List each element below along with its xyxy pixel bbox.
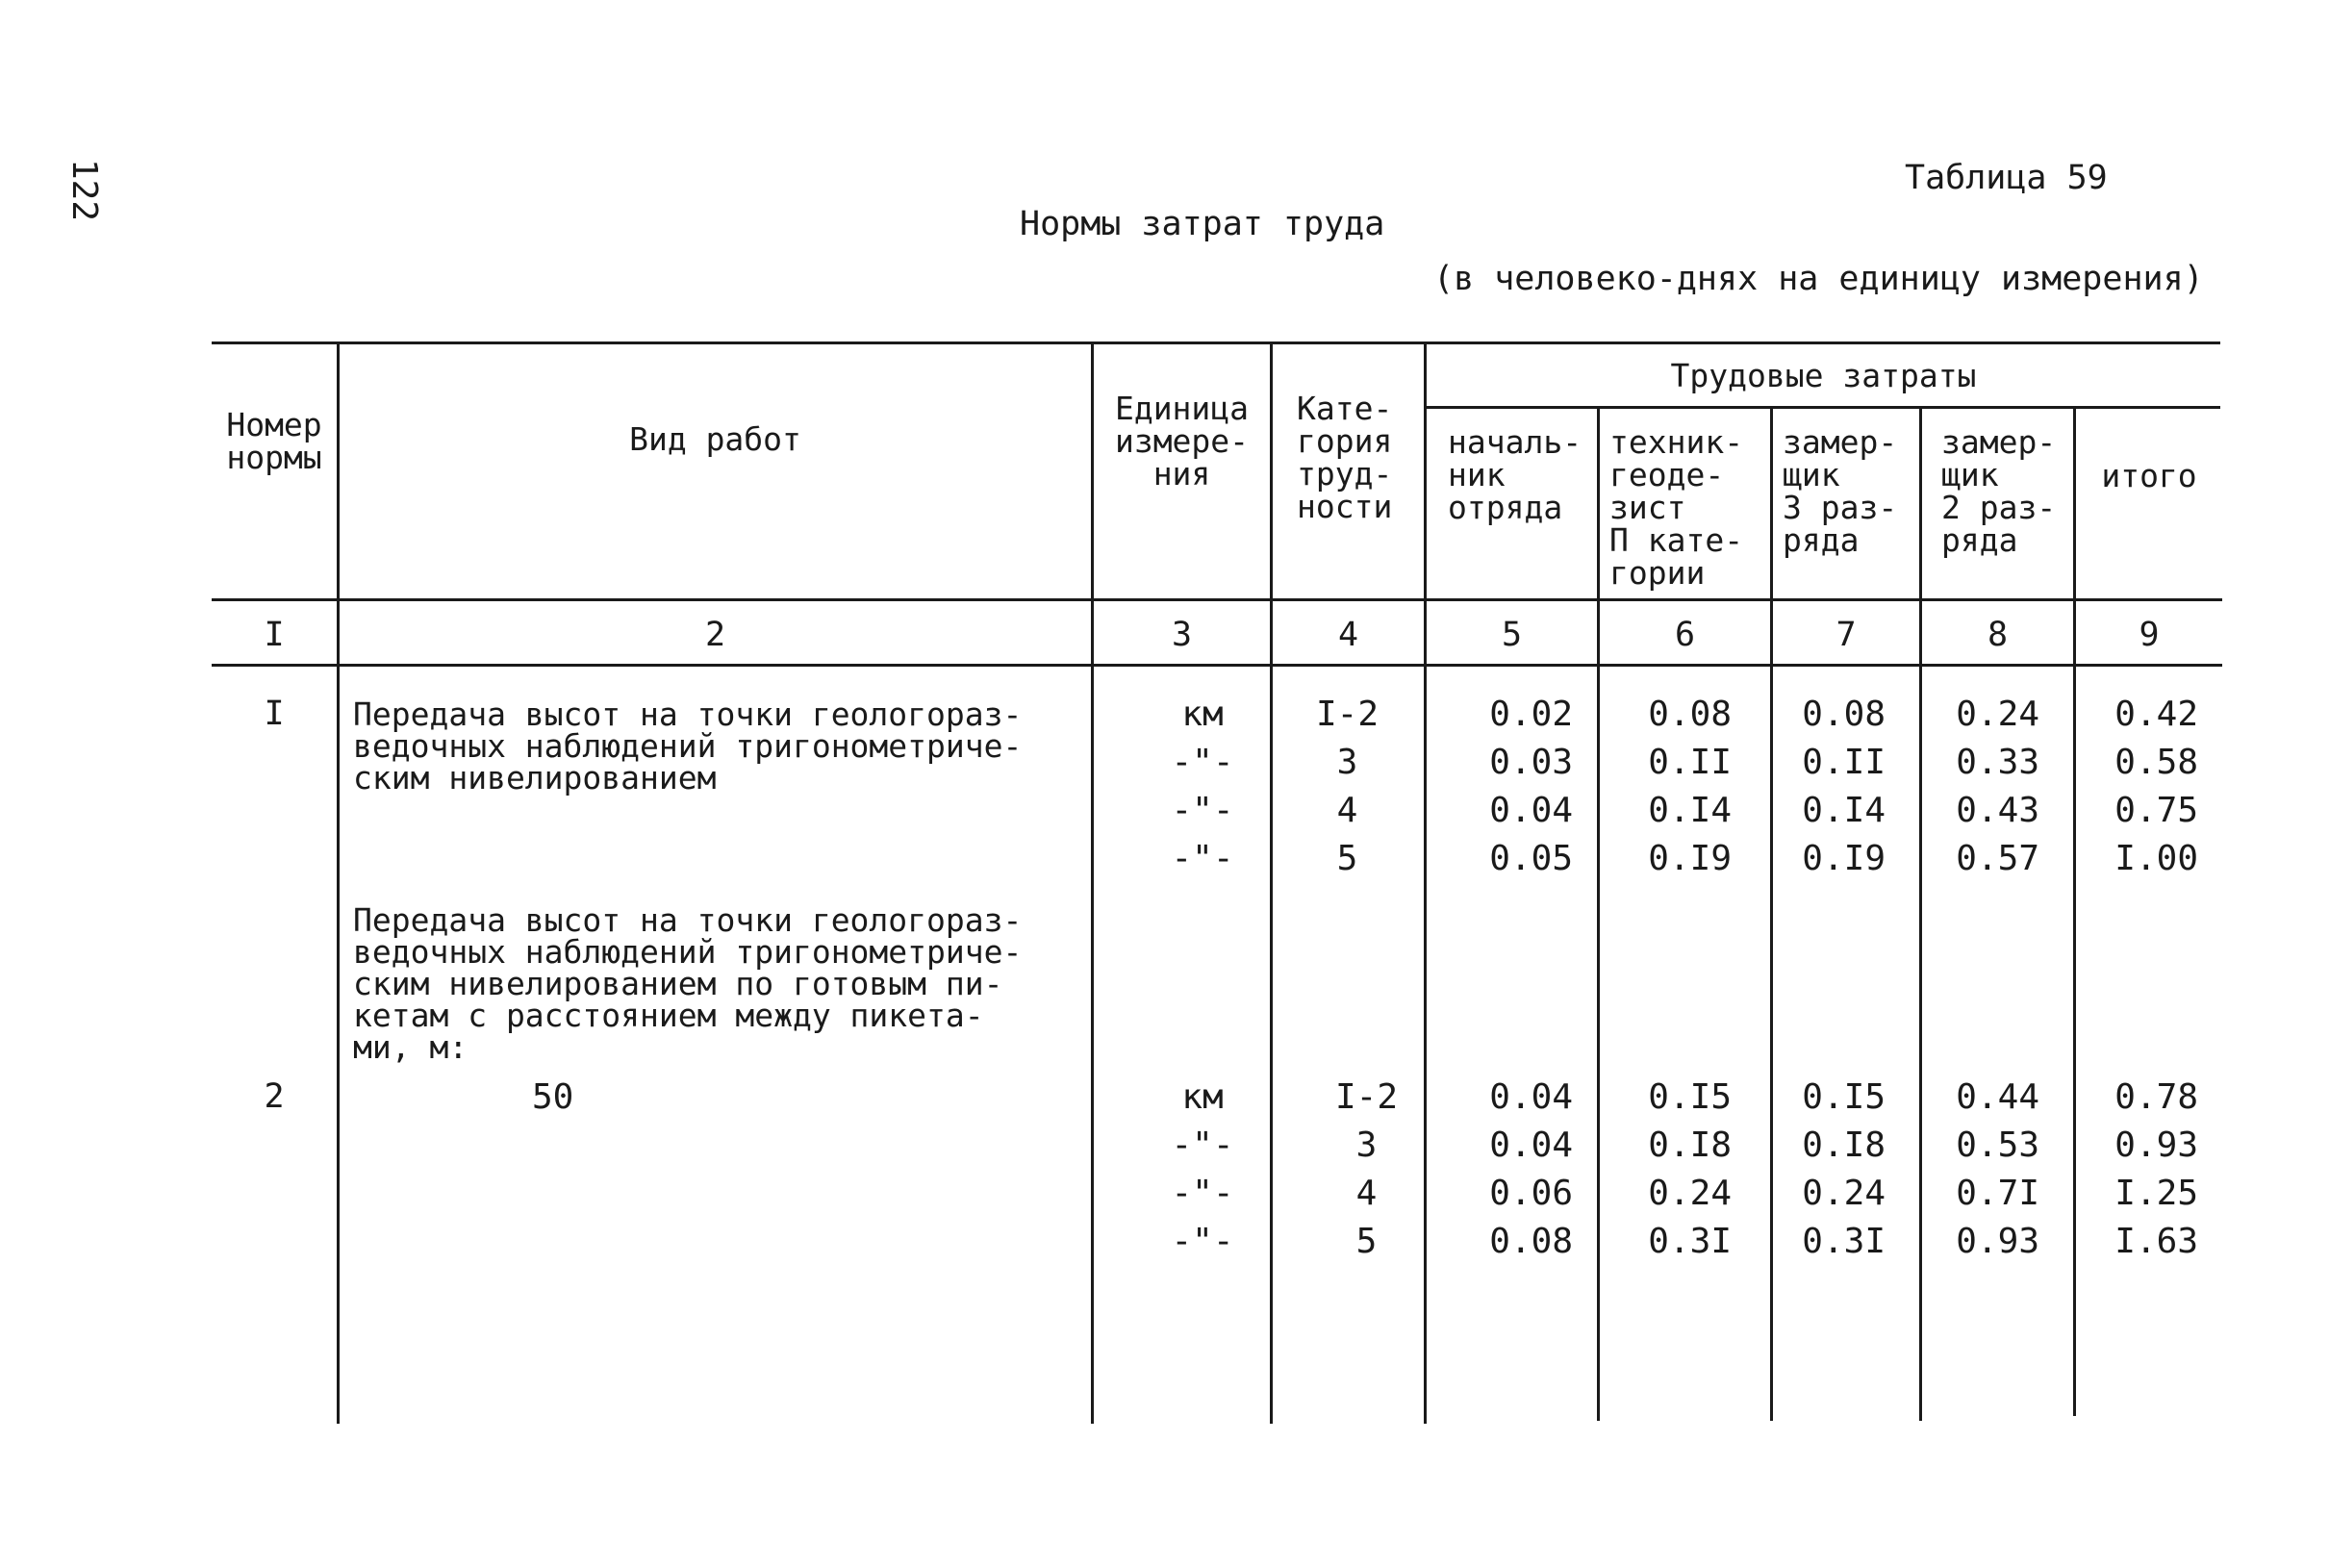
- measurer3-cell: 0.I8: [1802, 1125, 1886, 1165]
- unit-cell: -"-: [1171, 791, 1234, 830]
- technician-cell: 0.3I: [1648, 1222, 1732, 1261]
- measurer2-cell: 0.43: [1956, 791, 2039, 830]
- page-title: Нормы затрат труда: [1020, 205, 1385, 243]
- col-divider-3: [1270, 341, 1273, 1424]
- measurer2-cell: 0.33: [1956, 743, 2039, 782]
- total-cell: I.63: [2114, 1222, 2198, 1261]
- measurer3-cell: 0.I5: [1802, 1077, 1886, 1117]
- category-cell: 4: [1355, 1174, 1378, 1213]
- column-number: 9: [2139, 616, 2160, 654]
- category-cell: 4: [1336, 791, 1358, 830]
- column-number: 2: [704, 616, 726, 654]
- header-measurer-3: замер- щик 3 раз- ряда: [1783, 423, 1898, 559]
- measurer2-cell: 0.53: [1956, 1125, 2039, 1165]
- col-divider-5: [1597, 406, 1600, 1421]
- measurer2-cell: 0.93: [1956, 1222, 2039, 1261]
- total-cell: 0.42: [2114, 695, 2198, 734]
- header-total: итого: [2101, 457, 2197, 494]
- total-cell: 0.58: [2114, 743, 2198, 782]
- norm-number: 2: [264, 1077, 285, 1116]
- total-cell: 0.78: [2114, 1077, 2198, 1117]
- col-divider-2: [1091, 341, 1094, 1424]
- unit-cell: -"-: [1171, 1174, 1234, 1213]
- measurer2-cell: 0.44: [1956, 1077, 2039, 1117]
- technician-cell: 0.24: [1648, 1174, 1732, 1213]
- header-measurer-2: замер- щик 2 раз- ряда: [1941, 423, 2057, 559]
- col-divider-1: [337, 341, 340, 1424]
- technician-cell: 0.I8: [1648, 1125, 1732, 1165]
- chief-cell: 0.03: [1489, 743, 1573, 782]
- category-cell: 3: [1355, 1125, 1378, 1165]
- labor-subheader-rule: [1424, 406, 2220, 409]
- category-cell: I-2: [1334, 1077, 1399, 1117]
- measurer2-cell: 0.7I: [1956, 1174, 2039, 1213]
- column-number: 7: [1835, 616, 1857, 654]
- page-number: 122: [64, 159, 104, 222]
- col-divider-4: [1424, 341, 1427, 1424]
- header-norm-number: Номер нормы: [226, 406, 322, 476]
- header-chief: началь- ник отряда: [1448, 423, 1582, 526]
- col-divider-8: [2073, 406, 2076, 1416]
- category-cell: 3: [1336, 743, 1358, 782]
- unit-cell: -"-: [1171, 839, 1234, 878]
- units-note: (в человеко-днях на единицу измерения): [1433, 260, 2204, 298]
- col-divider-6: [1770, 406, 1773, 1421]
- technician-cell: 0.I5: [1648, 1077, 1732, 1117]
- header-technician: техник- геоде- зист П кате- гории: [1609, 423, 1744, 592]
- total-cell: 0.75: [2114, 791, 2198, 830]
- measurer3-cell: 0.3I: [1802, 1222, 1886, 1261]
- header-work-type: Вид работ: [629, 420, 801, 458]
- technician-cell: 0.08: [1648, 695, 1732, 734]
- norm-number: I: [264, 695, 285, 733]
- unit-cell: -"-: [1171, 1125, 1234, 1165]
- technician-cell: 0.II: [1648, 743, 1732, 782]
- col-divider-7: [1919, 406, 1922, 1421]
- category-cell: I-2: [1315, 695, 1380, 734]
- header-labor-costs: Трудовые затраты: [1670, 357, 1977, 394]
- work-description: Передача высот на точки геологораз- ведочных наблюдений тригонометриче- ским нивелированием по готовым пи- кетам с расстоянием между пикета- ми, м:: [353, 901, 1023, 1066]
- chief-cell: 0.06: [1489, 1174, 1573, 1213]
- table-top-rule: [212, 341, 2220, 344]
- column-number: 5: [1501, 616, 1523, 654]
- total-cell: 0.93: [2114, 1125, 2198, 1165]
- table-label: Таблица 59: [1905, 159, 2108, 197]
- total-cell: I.00: [2114, 839, 2198, 878]
- measurer3-cell: 0.II: [1802, 743, 1886, 782]
- unit-cell: -"-: [1171, 743, 1234, 782]
- column-number: 8: [1987, 616, 2009, 654]
- category-cell: 5: [1336, 839, 1358, 878]
- measurer3-cell: 0.08: [1802, 695, 1886, 734]
- header-unit: Единица измере- ния: [1114, 390, 1250, 493]
- column-number: I: [264, 616, 285, 654]
- category-cell: 5: [1355, 1222, 1378, 1261]
- chief-cell: 0.02: [1489, 695, 1573, 734]
- column-number: 3: [1171, 616, 1193, 654]
- total-cell: I.25: [2114, 1174, 2198, 1213]
- work-description: Передача высот на точки геологораз- ведочных наблюдений тригонометриче- ским нивелированием: [353, 695, 1023, 797]
- measurer3-cell: 0.I9: [1802, 839, 1886, 878]
- chief-cell: 0.08: [1489, 1222, 1573, 1261]
- distance-value: 50: [532, 1077, 574, 1117]
- measurer2-cell: 0.24: [1956, 695, 2039, 734]
- header-category: Кате- гория труд- ности: [1297, 390, 1393, 525]
- unit-cell: км: [1181, 1077, 1224, 1117]
- technician-cell: 0.I9: [1648, 839, 1732, 878]
- technician-cell: 0.I4: [1648, 791, 1732, 830]
- measurer3-cell: 0.24: [1802, 1174, 1886, 1213]
- unit-cell: -"-: [1171, 1222, 1234, 1261]
- column-number: 4: [1337, 616, 1359, 654]
- measurer3-cell: 0.I4: [1802, 791, 1886, 830]
- unit-cell: км: [1181, 695, 1224, 734]
- column-number: 6: [1674, 616, 1696, 654]
- chief-cell: 0.04: [1489, 791, 1573, 830]
- chief-cell: 0.04: [1489, 1077, 1573, 1117]
- measurer2-cell: 0.57: [1956, 839, 2039, 878]
- chief-cell: 0.04: [1489, 1125, 1573, 1165]
- chief-cell: 0.05: [1489, 839, 1573, 878]
